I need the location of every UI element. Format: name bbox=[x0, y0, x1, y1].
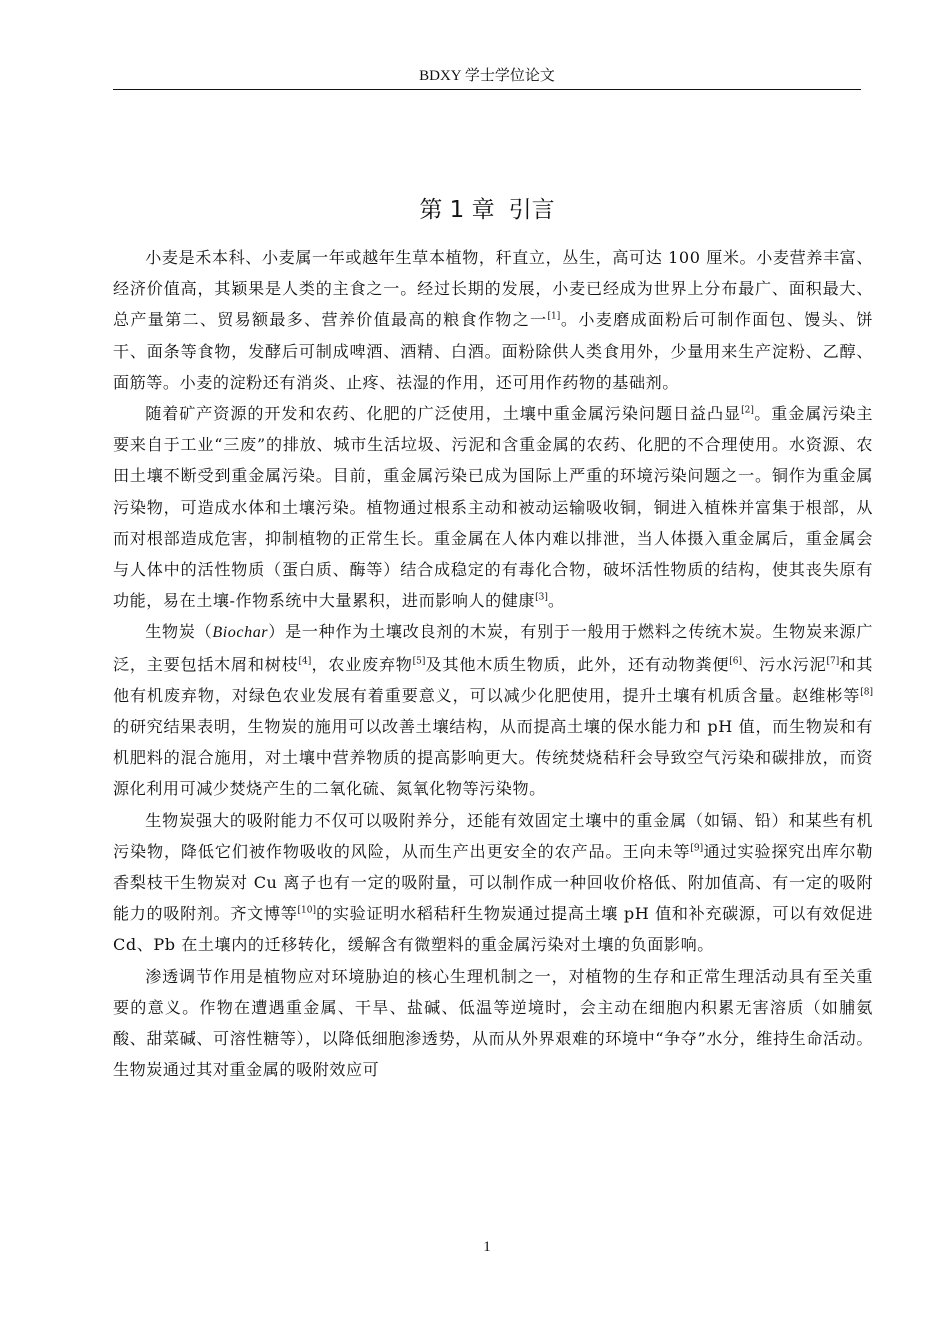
paragraph bbox=[113, 961, 873, 1086]
citation-ref: [4] bbox=[298, 656, 312, 667]
citation-ref: [8] bbox=[860, 687, 873, 698]
paragraph bbox=[113, 805, 873, 961]
chapter-number: 第 1 章 bbox=[419, 197, 495, 224]
text-run: 随着矿产资源的开发和农药、化肥的广泛使用，土壤中重金属污染问题日益凸显 bbox=[145, 404, 742, 424]
text-run: 及其他木质生物质，此外，还有动物粪便 bbox=[425, 654, 730, 674]
citation-ref: [7] bbox=[826, 656, 840, 667]
text-run: 的研究结果表明，生物炭的施用可以改善土壤结构，从而提高土壤的保水能力和 pH 值，而生物炭和有机肥料的混合施用，对土壤中营养物质的提高影响更大。传统焚烧秸秆会导致空气污染和碳排放，而资源化利用可减少焚烧产生的二氧化硫、氮氧化物等污染物。 bbox=[113, 717, 873, 799]
header-rule bbox=[113, 89, 861, 90]
text-run: 和其他有机废弃物，对绿色农业发展有着重要意义，可以减少化肥使用，提升土壤有机质含量。赵维彬等 bbox=[113, 654, 873, 705]
text-run: ，农业废弃物 bbox=[311, 654, 413, 674]
text-run: 通过实验探究出库尔勒香梨枝干生物炭对 Cu 离子也有一定的吸附量，可以制作成一种回收价格低、附加值高、有一定的吸附能力的吸附剂。齐文博等 bbox=[113, 841, 874, 924]
citation-ref: [9] bbox=[690, 843, 704, 854]
paragraph bbox=[113, 398, 873, 616]
citation-ref: [1] bbox=[547, 312, 561, 323]
chapter-title bbox=[113, 193, 861, 227]
citation-ref: [10] bbox=[297, 905, 316, 916]
text-run: 。重金属污染主要来自于工业“三废”的排放、城市生活垃圾、污泥和含重金属的农药、化肥的不合理使用。水资源、农田土壤不断受到重金属污染。目前，重金属污染已成为国际上严重的环境污染问题之一。铜作为重金属污染物，可造成水体和土壤污染。植物通过根系主动和被动运输吸收铜，铜进入植株并富集于根部，从而对根部造成危害，抑制植物的正常生长。重金属在人体内难以排泄，当人体摄入重金属后，重金属会与人体中的活性物质（蛋白质、酶等）结合成稳定的有毒化合物，破坏活性物质的结构，使其丧失原有功能，易在土壤-作物系统中大量累积，进而影响人的健康 bbox=[113, 404, 874, 611]
text-run: 小麦是禾本科、小麦属一年或越年生草本植物，秆直立，丛生，高可达 100 厘米。小麦营养丰富、经济价值高，其颖果是人类的主食之一。经过长期的发展，小麦已经成为世界上分布最广、面积最大、总产量第二、贸易额最多、营养价值最高的粮食作物之一 bbox=[113, 248, 873, 330]
page-number: 1 bbox=[483, 1239, 491, 1255]
text-run: 。小麦磨成面粉后可制作面包、馒头、饼干、面条等食物，发酵后可制成啤酒、酒精、白酒。面粉除供人类食用外，少量用来生产淀粉、乙醇、面筋等。小麦的淀粉还有消炎、止疼、祛湿的作用，还可用作药物的基础剂。 bbox=[113, 310, 874, 392]
citation-ref: [6] bbox=[729, 656, 742, 667]
chapter-heading: 引言 bbox=[508, 197, 555, 224]
citation-ref: [2] bbox=[741, 405, 754, 416]
paragraph bbox=[113, 616, 873, 804]
citation-ref: [5] bbox=[412, 656, 426, 667]
body-text bbox=[113, 242, 873, 1085]
running-header: BDXY 学士学位论文 bbox=[419, 68, 555, 84]
text-run: 。 bbox=[547, 591, 565, 611]
text-run: ）是一种作为土壤改良剂的木炭，有别于一般用于燃料之传统木炭。生物炭来源广泛，主要包括木屑和树枝 bbox=[113, 622, 873, 674]
paragraph bbox=[113, 242, 873, 398]
text-run: 生物炭强大的吸附能力不仅可以吸附养分，还能有效固定土壤中的重金属（如镉、铅）和某些有机污染物，降低它们被作物吸收的风险，从而生产出更安全的农产品。王向未等 bbox=[113, 810, 873, 861]
text-run: 渗透调节作用是植物应对环境胁迫的核心生理机制之一，对植物的生存和正常生理活动具有至关重要的意义。作物在遭遇重金属、干旱、盐碱、低温等逆境时，会主动在细胞内积累无害溶质（如脯氨酸、甜菜碱、可溶性糖等），以降低细胞渗透势，从而从外界艰难的环境中“争夺”水分，维持生命活动。生物炭通过其对重金属的吸附效应可 bbox=[113, 966, 873, 1080]
citation-ref: [3] bbox=[535, 592, 548, 603]
text-run: 的实验证明水稻秸秆生物炭通过提高土壤 pH 值和补充碳源，可以有效促进 Cd、Pb 在土壤内的迁移转化，缓解含有微塑料的重金属污染对土壤的负面影响。 bbox=[113, 904, 873, 955]
text-run: 、污水污泥 bbox=[741, 654, 827, 674]
italic-term: Biochar bbox=[212, 624, 269, 642]
text-run: 生物炭（ bbox=[145, 622, 213, 642]
